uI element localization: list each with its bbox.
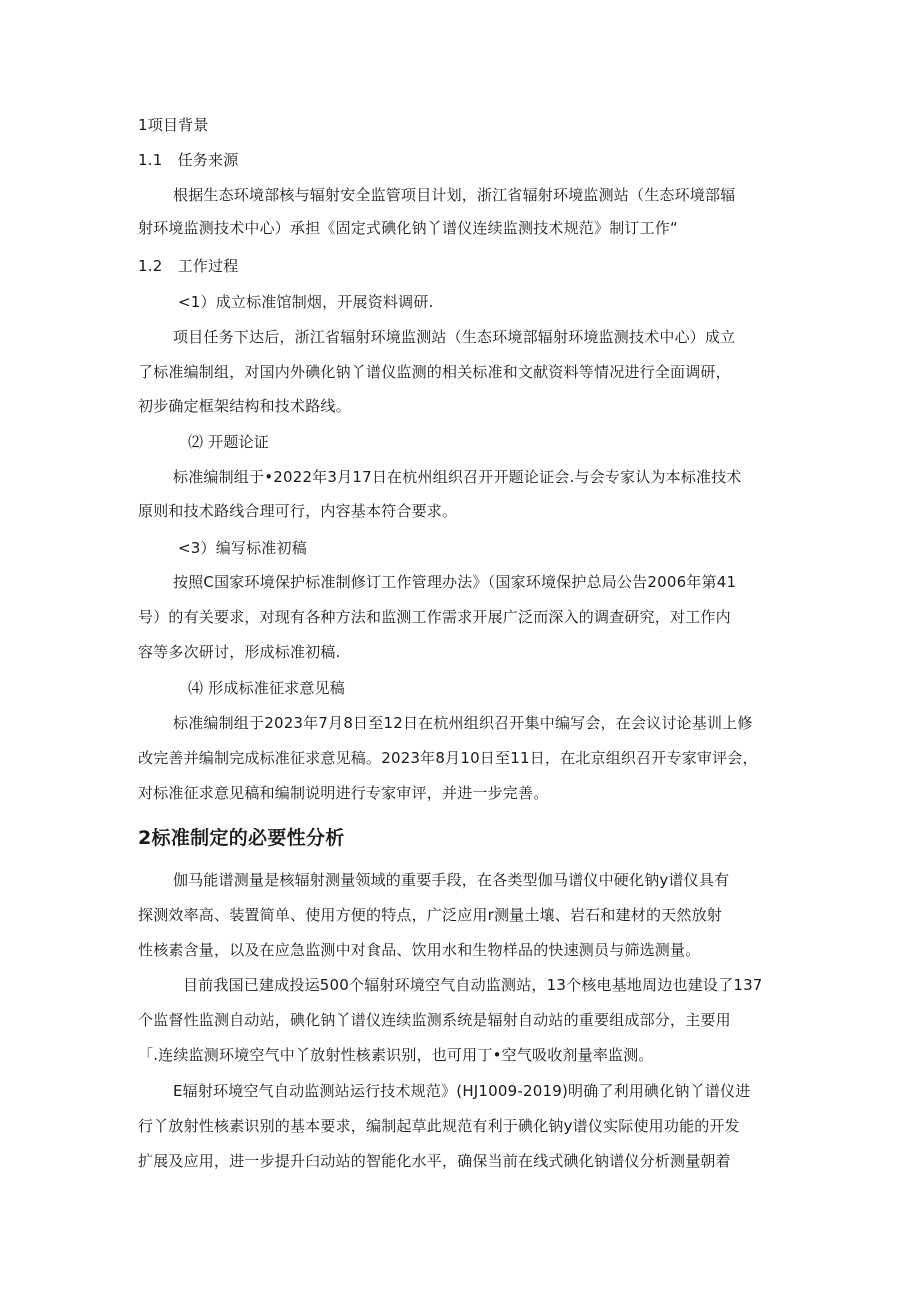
step-4-title: ⑷ 形成标准征求意见稿 <box>188 679 345 697</box>
step-1-title: <1）成立标准馆制烟，开展资料调研. <box>178 293 434 311</box>
step-2-title: ⑵ 开题论证 <box>188 433 269 451</box>
paragraph-line: 伽马能谱测量是核辐射测量领域的重要手段，在各类型伽马谱仪中硬化钠y谱仪具有 <box>173 871 730 889</box>
paragraph-line: 改完善并编制完成标准征求意见稿。2023年8月10日至11日，在北京组织召开专家审评会， <box>138 749 758 767</box>
paragraph-line: 标准编制组于2023年7月8日至12日在杭州组织召开集中编写会，在会议讨论基训上修 <box>173 714 753 732</box>
paragraph-line: E辐射环境空气自动监测站运行技术规范》(HJ1009-2019)明确了利用碘化钠丫谱仪进 <box>173 1082 751 1100</box>
paragraph-line: 标准编制组于•2022年3月17日在杭州组织召开开题论证会.与会专家认为本标准技术 <box>173 468 742 486</box>
paragraph-line: 探测效率高、装置简单、使用方便的特点，广泛应用r测量土壤、岩石和建材的天然放射 <box>138 906 722 924</box>
paragraph-line: 目前我国已建成投运500个辐射环境空气自动监测站，13个核电基地周边也建设了137 <box>183 976 763 994</box>
paragraph-line: 扩展及应用，进一步提升臼动站的智能化水平，确保当前在线式碘化钠谱仪分析测量朝着 <box>138 1152 731 1170</box>
section-1-1-heading: 1.1 任务来源 <box>138 151 239 169</box>
paragraph-line: 了标准编制组，对国内外碘化钠丫谱仪监测的相关标准和文献资料等情况进行全面调研， <box>138 363 731 381</box>
step-3-title: <3）编写标准初稿 <box>178 539 307 557</box>
paragraph-line: 原则和技术路线合理可行，内容基本符合要求。 <box>138 502 458 520</box>
paragraph-line: 项目任务下达后，浙江省辐射环境监测站（生态环境部辐射环境监测技术中心）成立 <box>173 328 736 346</box>
paragraph-line: 初步确定框架结构和技术路线。 <box>138 397 351 415</box>
section-1-2-heading: 1.2 工作过程 <box>138 257 239 275</box>
paragraph-line: 容等多次研讨，形成标准初稿. <box>138 643 341 661</box>
paragraph-line: 行丫放射性核素识别的基本要求，编制起草此规范有利于碘化钠y谱仪实际使用功能的开发 <box>138 1117 740 1135</box>
section-2-heading: 2标准制定的必要性分析 <box>138 827 345 849</box>
paragraph-line: 按照C国家环境保护标准制修订工作管理办法》（国家环境保护总局公告2006年第41 <box>173 573 737 591</box>
paragraph-line: 根据生态环境部核与辐射安全监管项目计划，浙江省辐射环境监测站（生态环境部辐 <box>173 186 736 204</box>
section-1-heading: 1项目背景 <box>138 116 209 134</box>
paragraph-line: 个监督性监测自动站，碘化钠丫谱仪连续监测系统是辐射自动站的重要组成部分，主要用 <box>138 1011 731 1029</box>
paragraph-line: 射环境监测技术中心）承担《固定式碘化钠丫谱仪连续监测技术规范》制订工作“ <box>138 219 678 237</box>
paragraph-line: 号）的有关要求，对现有各种方法和监测工作需求开展广泛而深入的调查研究，对工作内 <box>138 608 731 626</box>
paragraph-line: 「.连续监测环境空气中丫放射性核素识别，也可用丁•空气吸收剂量率监测。 <box>138 1046 654 1064</box>
paragraph-line: 性核素含量，以及在应急监测中对食品、饮用水和生物样品的快速测员与筛选测量。 <box>138 941 701 959</box>
paragraph-line: 对标准征求意见稿和编制说明进行专家审评，并进一步完善。 <box>138 784 549 802</box>
